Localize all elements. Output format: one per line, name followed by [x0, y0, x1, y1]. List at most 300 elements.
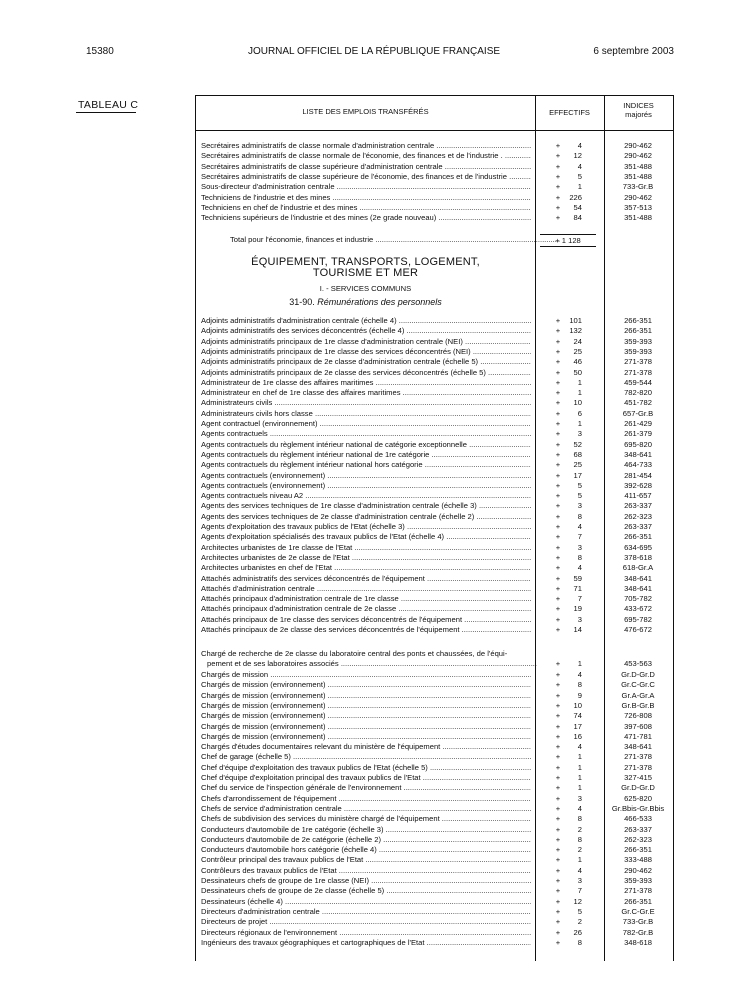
row-effectif: 1 [577, 388, 582, 398]
row-label-line1: Chargé de recherche de 2e classe du laboratoire central des ponts et chaussées, de l'équi- [201, 649, 508, 658]
row-effectif: 1 [577, 783, 582, 793]
row-label: Chargés de mission (environnement) ..... [201, 711, 531, 721]
row-sign: + [555, 563, 561, 573]
row-label: Secrétaires administratifs de classe normale d'administration centrale ..... [201, 141, 531, 151]
row-sign: + [555, 814, 561, 824]
table-row [196, 151, 673, 161]
table-row [196, 814, 673, 824]
table-row [196, 691, 673, 701]
table-row [196, 825, 673, 835]
table-row [196, 522, 673, 532]
row-label: Agents d'exploitation des travaux publics de l'Etat (échelle 3) ..... [201, 522, 531, 532]
row-sign: + [555, 614, 561, 624]
table-row [196, 670, 673, 680]
page-number: 15380 [86, 46, 114, 57]
table-row [196, 429, 673, 439]
row-effectif: 4 [577, 161, 582, 171]
table-row [196, 543, 673, 553]
row-effectif: 16 [573, 731, 582, 741]
row-indices: Gr.Bbis-Gr.Bbis [611, 803, 665, 813]
row-sign: + [555, 439, 561, 449]
table-row [196, 886, 673, 896]
table-row [196, 471, 673, 481]
table-row [196, 742, 673, 752]
table-row [196, 481, 673, 491]
row-indices: 262-323 [624, 511, 652, 521]
row-effectif: 4 [577, 742, 582, 752]
row-indices: 271-378 [624, 752, 652, 762]
row-effectif: 7 [577, 886, 582, 896]
row-sign: + [555, 700, 561, 710]
row-effectif: 5 [577, 906, 582, 916]
row-indices: 705-782 [624, 594, 652, 604]
row-indices: 266-351 [624, 532, 652, 542]
row-label: Chargés de mission ..... [201, 670, 531, 680]
row-label: Adjoints administratifs principaux de 1re classe d'administration centrale (NEI) ..... [201, 337, 531, 347]
total-value: + 1 128 [540, 234, 596, 247]
row-sign: + [555, 834, 561, 844]
row-indices: 459-544 [624, 377, 652, 387]
row-sign: + [555, 182, 561, 192]
row-sign: + [555, 367, 561, 377]
row-effectif: 74 [573, 711, 582, 721]
row-label: Adjoints administratifs des services déconcentrés (échelle 4) ..... [201, 326, 531, 336]
row-label: Chargés de mission (environnement) ..... [201, 722, 531, 732]
row-indices: 290-462 [624, 865, 652, 875]
table-row [196, 368, 673, 378]
row-sign: + [555, 793, 561, 803]
table-row [196, 584, 673, 594]
row-indices: 348-641 [624, 449, 652, 459]
row-indices: 281-454 [624, 470, 652, 480]
row-effectif: 3 [577, 501, 582, 511]
row-indices: 726-808 [624, 711, 652, 721]
row-label: Conducteurs d'automobile hors catégorie (échelle 4) ..... [201, 845, 531, 855]
row-effectif: 1 [577, 752, 582, 762]
row-sign: + [555, 876, 561, 885]
row-indices: 397-608 [624, 721, 652, 731]
row-label: Chefs d'arrondissement de l'équipement ..... [201, 794, 531, 804]
row-sign: + [555, 357, 561, 367]
row-sign: + [555, 151, 561, 161]
row-sign: + [555, 721, 561, 731]
row-indices: 359-393 [624, 876, 652, 885]
table-row [196, 532, 673, 542]
row-label: Agents des services techniques de 1re classe d'administration centrale (échelle 3) ..... [201, 501, 531, 511]
row-label: Chargés d'études documentaires relevant du ministère de l'équipement ..... [201, 742, 531, 752]
table-row [196, 722, 673, 732]
row-sign: + [555, 336, 561, 346]
row-label: Architectes urbanistes de 2e classe de l'Etat ..... [201, 553, 531, 563]
row-effectif: 84 [573, 213, 582, 223]
table-row [196, 752, 673, 762]
row-indices: 290-462 [624, 192, 652, 202]
table-row [196, 501, 673, 511]
row-effectif: 3 [577, 542, 582, 552]
row-label: Chef de garage (échelle 5) ..... [201, 752, 531, 762]
indices-sublabel: majorés [625, 110, 652, 119]
row-effectif: 8 [577, 511, 582, 521]
table-row [196, 491, 673, 501]
table-row [196, 182, 673, 192]
row-sign: + [555, 845, 561, 855]
row-label: Directeurs de projet ..... [201, 917, 531, 927]
row-label: Architectes urbanistes en chef de l'Etat ..... [201, 563, 531, 573]
row-label: Agents contractuels du règlement intérieur national de 1re catégorie ..... [201, 450, 531, 460]
journal-title: JOURNAL OFFICIEL DE LA RÉPUBLIQUE FRANÇAISE [247, 46, 501, 57]
row-sign: + [555, 773, 561, 782]
row-label-line2: pement et de ses laboratoires associés ..... [207, 659, 537, 669]
row-indices: 392-628 [624, 480, 652, 490]
total-row [196, 235, 673, 245]
row-indices: 263-337 [624, 824, 652, 834]
row-indices: 262-323 [624, 834, 652, 844]
table-row [196, 460, 673, 470]
row-label: Sous-directeur d'administration centrale ..... [201, 182, 531, 192]
row-indices: 466-533 [624, 814, 652, 824]
row-effectif: 19 [573, 604, 582, 614]
row-sign: + [555, 419, 561, 428]
table-row [196, 783, 673, 793]
row-sign: + [555, 625, 561, 634]
row-label: Chef d'équipe d'exploitation des travaux publics de l'Etat (échelle 5) ..... [201, 763, 531, 773]
row-effectif: 9 [577, 690, 582, 700]
row-sign: + [555, 377, 561, 387]
header-rule [196, 130, 673, 131]
chapter-title: Rémunérations des personnels [317, 297, 442, 307]
row-label: Adjoints administratifs principaux de 2e classe des services déconcentrés (échelle 5) ..... [201, 368, 531, 378]
row-effectif: 5 [577, 491, 582, 501]
row-effectif: 17 [573, 721, 582, 731]
row-label: Adjoints administratifs d'administration centrale (échelle 4) ..... [201, 316, 531, 326]
table-row [196, 563, 673, 573]
row-effectif: 10 [573, 700, 582, 710]
row-indices: 348-618 [624, 937, 652, 947]
table-row [196, 203, 673, 213]
row-indices: 359-393 [624, 336, 652, 346]
table-row [196, 378, 673, 388]
row-effectif: 59 [573, 573, 582, 583]
indices-label: INDICES [623, 101, 654, 110]
row-effectif: 4 [577, 522, 582, 531]
row-effectif: 2 [577, 917, 582, 927]
row-indices: 733-Gr.B [622, 917, 654, 927]
row-indices: 266-351 [624, 326, 652, 336]
row-effectif: 226 [569, 192, 582, 202]
row-label: Agents contractuels du règlement intérieur national hors catégorie ..... [201, 460, 531, 470]
row-effectif: 4 [577, 803, 582, 813]
row-sign: + [555, 470, 561, 480]
table-row [196, 804, 673, 814]
row-label: Secrétaires administratifs de classe supérieure d'administration centrale ..... [201, 162, 531, 172]
row-sign: + [555, 408, 561, 418]
row-label: Dessinateurs (échelle 4) ..... [201, 897, 531, 907]
row-effectif: 46 [573, 357, 582, 367]
table-row [196, 928, 673, 938]
table-row [196, 512, 673, 522]
row-indices: 271-378 [624, 762, 652, 772]
row-effectif: 24 [573, 336, 582, 346]
row-indices: 733-Gr.B [622, 182, 654, 192]
row-indices: 411-657 [624, 491, 652, 501]
table-row [196, 876, 673, 886]
row-effectif: 68 [573, 449, 582, 459]
row-sign: + [555, 326, 561, 336]
row-indices: 348-641 [624, 573, 652, 583]
table-row [196, 866, 673, 876]
row-indices: 625-820 [624, 793, 652, 803]
row-label: Directeurs régionaux de l'environnement ..... [201, 928, 531, 938]
row-label: Chefs de subdivision des services du ministère chargé de l'équipement ..... [201, 814, 531, 824]
row-effectif: 5 [577, 171, 582, 181]
row-indices: 433-672 [624, 604, 652, 614]
row-label: Agents d'exploitation spécialisés des travaux publics de l'Etat (échelle 4) ..... [201, 532, 531, 542]
row-effectif: 26 [573, 927, 582, 937]
row-indices: 271-378 [624, 357, 652, 367]
row-effectif: 1 [577, 659, 582, 668]
row-sign: + [555, 388, 561, 398]
row-sign: + [555, 171, 561, 181]
row-effectif: 10 [573, 398, 582, 408]
row-label: Conducteurs d'automobile de 1re catégorie (échelle 3) ..... [201, 825, 531, 835]
chapter-number: 31-90. [289, 297, 315, 307]
row-sign: + [555, 752, 561, 762]
row-indices: 261-429 [624, 419, 652, 428]
row-indices: 333-488 [624, 855, 652, 865]
row-indices: Gr.D-Gr.D [621, 783, 655, 793]
row-sign: + [555, 449, 561, 459]
row-effectif: 3 [577, 793, 582, 803]
row-effectif: 4 [577, 670, 582, 679]
row-indices: 266-351 [624, 316, 652, 325]
row-sign: + [555, 690, 561, 700]
row-sign: + [555, 429, 561, 439]
row-label: Conducteurs d'automobile de 2e catégorie (échelle 2) ..... [201, 835, 531, 845]
row-effectif: 1 [577, 419, 582, 428]
row-effectif: 1 [577, 377, 582, 387]
row-label: Ingénieurs des travaux géographiques et cartographiques de l'Etat ..... [201, 938, 531, 948]
row-indices: 618-Gr.A [622, 563, 654, 573]
row-indices: Gr.A-Gr.A [621, 690, 655, 700]
row-label: Architectes urbanistes de 1re classe de l'Etat ..... [201, 543, 531, 553]
row-indices: Gr.D-Gr.D [621, 670, 655, 679]
row-sign: + [555, 855, 561, 865]
row-indices: 695-820 [624, 439, 652, 449]
table-row [196, 398, 673, 408]
row-label: Secrétaires administratifs de classe supérieure de l'économie, des finances et de l'industrie ..... [201, 172, 531, 182]
row-indices: 695-782 [624, 614, 652, 624]
row-label: Contrôleur principal des travaux publics de l'Etat ..... [201, 855, 531, 865]
row-label: Administrateur en chef de 1re classe des affaires maritimes ..... [201, 388, 531, 398]
row-indices: 263-337 [624, 522, 652, 531]
row-effectif: 1 [577, 762, 582, 772]
row-sign: + [555, 532, 561, 542]
row-sign: + [555, 480, 561, 490]
row-label: Agents contractuels niveau A2 ..... [201, 491, 531, 501]
row-sign: + [555, 659, 561, 668]
table-row [196, 604, 673, 614]
row-effectif: 8 [577, 552, 582, 562]
row-indices: 351-488 [624, 213, 652, 223]
row-label: Dessinateurs chefs de groupe de 2e classe (échelle 5) ..... [201, 886, 531, 896]
table-row [196, 172, 673, 182]
row-sign: + [555, 141, 561, 150]
row-effectif: 132 [569, 326, 582, 336]
row-label: Administrateurs civils ..... [201, 398, 531, 408]
row-effectif: 2 [577, 845, 582, 855]
table-row [196, 701, 673, 711]
row-label: Directeurs d'administration centrale ..... [201, 907, 531, 917]
row-label: Chef du service de l'inspection générale de l'environnement ..... [201, 783, 531, 793]
row-label: Agents contractuels du règlement intérieur national de catégorie exceptionnelle ..... [201, 440, 531, 450]
column-header-description: LISTE DES EMPLOIS TRANSFÉRÉS [302, 107, 429, 116]
row-indices: 634-695 [624, 542, 652, 552]
row-indices: 782-Gr.B [622, 927, 654, 937]
table-row [196, 409, 673, 419]
row-indices: 471-781 [624, 731, 652, 741]
table-row [196, 162, 673, 172]
row-indices: 266-351 [624, 845, 652, 855]
row-label: Agents contractuels (environnement) ..... [201, 481, 531, 491]
table-row [196, 450, 673, 460]
row-effectif: 7 [577, 594, 582, 604]
row-effectif: 50 [573, 367, 582, 377]
row-label: Chefs de service d'administration centrale ..... [201, 804, 531, 814]
row-indices: 348-641 [624, 583, 652, 593]
total-label: Total pour l'économie, finances et industrie ..... [230, 235, 560, 245]
row-effectif: 8 [577, 814, 582, 824]
row-effectif: 12 [573, 896, 582, 906]
row-label: Agents des services techniques de 2e classe d'administration centrale (échelle 2) ..... [201, 512, 531, 522]
row-sign: + [555, 927, 561, 937]
row-sign: + [555, 552, 561, 562]
row-sign: + [555, 906, 561, 916]
row-label: Attachés principaux d'administration centrale de 1re classe ..... [201, 594, 531, 604]
table-row [196, 594, 673, 604]
table-row [196, 763, 673, 773]
row-sign: + [555, 711, 561, 721]
row-label: Administrateur de 1re classe des affaires maritimes ..... [201, 378, 531, 388]
table-row [196, 907, 673, 917]
row-sign: + [555, 762, 561, 772]
table-row [196, 316, 673, 326]
row-effectif: 8 [577, 937, 582, 947]
row-sign: + [555, 398, 561, 408]
row-effectif: 12 [573, 151, 582, 161]
row-indices: 290-462 [624, 151, 652, 161]
row-effectif: 4 [577, 563, 582, 573]
emplois-table [195, 95, 674, 961]
row-sign: + [555, 824, 561, 834]
column-header-effectifs: EFFECTIFS [549, 108, 590, 117]
row-sign: + [555, 742, 561, 752]
row-indices: 464-733 [624, 460, 652, 470]
table-row [196, 917, 673, 927]
row-indices: 348-641 [624, 742, 652, 752]
row-sign: + [555, 316, 561, 325]
section-subtitle: I. - SERVICES COMMUNS [319, 284, 412, 293]
row-effectif: 3 [577, 876, 582, 885]
table-row [196, 141, 673, 151]
row-effectif: 1 [577, 182, 582, 192]
table-row-multiline [196, 649, 673, 669]
row-indices: 271-378 [624, 886, 652, 896]
row-effectif: 101 [569, 316, 582, 325]
table-row [196, 388, 673, 398]
table-row [196, 326, 673, 336]
row-effectif: 54 [573, 202, 582, 212]
row-indices: 327-415 [624, 773, 652, 782]
row-label: Chargés de mission (environnement) ..... [201, 680, 531, 690]
row-label: Attachés d'administration centrale ..... [201, 584, 531, 594]
row-effectif: 4 [577, 865, 582, 875]
row-indices: 357-513 [624, 202, 652, 212]
row-effectif: 17 [573, 470, 582, 480]
row-effectif: 71 [573, 583, 582, 593]
table-row [196, 347, 673, 357]
section-title [196, 257, 535, 279]
table-name: TABLEAU C [78, 99, 139, 111]
row-effectif: 1 [577, 773, 582, 782]
section-title-line2: TOURISME ET MER [312, 267, 419, 279]
table-name-underline [76, 112, 136, 113]
publication-date: 6 septembre 2003 [593, 46, 674, 57]
row-indices: Gr.B-Gr.B [621, 700, 655, 710]
section-title-line1: ÉQUIPEMENT, TRANSPORTS, LOGEMENT, [251, 256, 480, 268]
row-indices: 782-820 [624, 388, 652, 398]
row-indices: 451-782 [624, 398, 652, 408]
row-sign: + [555, 917, 561, 927]
row-sign: + [555, 511, 561, 521]
row-label: Administrateurs civils hors classe ..... [201, 409, 531, 419]
row-indices: 290-462 [624, 141, 652, 150]
chapter-heading [196, 297, 535, 307]
table-row [196, 615, 673, 625]
row-sign: + [555, 886, 561, 896]
row-indices: 271-378 [624, 367, 652, 377]
row-effectif: 6 [577, 408, 582, 418]
row-sign: + [555, 161, 561, 171]
table-row [196, 440, 673, 450]
table-row [196, 711, 673, 721]
row-indices: 476-672 [624, 625, 652, 634]
row-indices: 351-488 [624, 171, 652, 181]
row-label: Adjoints administratifs principaux de 2e classe d'administration centrale (échelle 5) ..... [201, 357, 531, 367]
row-effectif: 8 [577, 834, 582, 844]
row-sign: + [555, 202, 561, 212]
row-label: Techniciens en chef de l'industrie et des mines ..... [201, 203, 531, 213]
row-label: Techniciens de l'industrie et des mines ..... [201, 193, 531, 203]
row-sign: + [555, 670, 561, 679]
table-row [196, 845, 673, 855]
row-sign: + [555, 501, 561, 511]
row-label: Attachés principaux d'administration centrale de 2e classe ..... [201, 604, 531, 614]
row-effectif: 52 [573, 439, 582, 449]
row-indices: Gr.C-Gr.E [621, 906, 655, 916]
table-row [196, 193, 673, 203]
row-indices: 266-351 [624, 896, 652, 906]
table-row [196, 574, 673, 584]
row-indices: Gr.C-Gr.C [621, 680, 655, 690]
row-sign: + [555, 542, 561, 552]
row-indices: 263-337 [624, 501, 652, 511]
row-label: Chef d'équipe d'exploitation principal des travaux publics de l'Etat ..... [201, 773, 531, 783]
table-row [196, 625, 673, 635]
row-effectif: 7 [577, 532, 582, 542]
row-sign: + [555, 460, 561, 470]
row-sign: + [555, 783, 561, 793]
row-label: Secrétaires administratifs de classe normale de l'économie, des finances et de l'industrie . ..... [201, 151, 531, 161]
